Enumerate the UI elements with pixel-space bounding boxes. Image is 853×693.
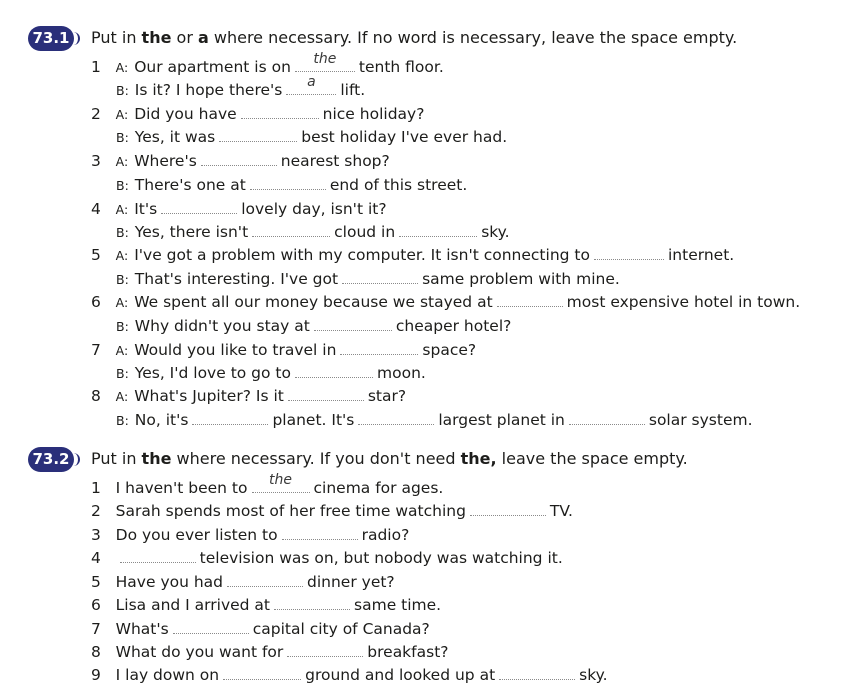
answer-blank[interactable]	[201, 151, 277, 166]
instruction-text: or	[171, 28, 198, 47]
answer-blank[interactable]	[252, 222, 330, 237]
speaker-label: A:	[115, 202, 129, 217]
exercise-item-9	[91, 665, 608, 685]
sentence-part: tenth floor.	[358, 58, 444, 76]
exercise-item-3a	[91, 151, 390, 172]
sentence-part: What's	[115, 620, 169, 638]
sentence-part: planet. It's	[272, 411, 355, 429]
exercise-item-4a	[91, 199, 387, 220]
instruction-bold-the: the	[141, 28, 172, 47]
answer-blank[interactable]	[497, 292, 563, 307]
sentence-part: radio?	[361, 526, 410, 544]
sentence-part: cheaper hotel?	[395, 317, 512, 335]
item-number: 2	[91, 502, 101, 520]
sentence-part: It's	[134, 200, 158, 218]
sentence-part: ground and looked up at	[305, 666, 496, 684]
exercise-item-6	[91, 595, 441, 615]
answer-blank[interactable]	[295, 363, 373, 378]
exercise-item-1b	[116, 74, 366, 101]
instruction-text: where necessary. If you don't need	[171, 449, 461, 468]
sentence-part: cloud in	[334, 223, 396, 241]
sentence-part: nearest shop?	[280, 152, 390, 170]
speaker-label: B:	[116, 83, 129, 98]
item-number: 8	[91, 643, 101, 661]
answer-blank[interactable]	[288, 386, 364, 401]
speaker-label: B:	[116, 413, 129, 428]
item-number: 5	[91, 246, 101, 264]
answer-blank[interactable]	[287, 642, 363, 657]
speaker-label: B:	[116, 366, 129, 381]
handwritten-answer: a	[307, 74, 316, 90]
sentence-part: cinema for ages.	[313, 479, 444, 497]
sentence-part: nice holiday?	[322, 105, 425, 123]
answer-blank[interactable]	[223, 665, 301, 680]
item-number: 6	[91, 293, 101, 311]
exercise-instruction-73-2	[91, 449, 688, 469]
answer-blank[interactable]	[295, 51, 355, 72]
sentence-part: lift.	[340, 81, 366, 99]
speaker-label: A:	[115, 248, 129, 263]
answer-blank[interactable]	[314, 316, 392, 331]
exercise-item-6a	[91, 292, 800, 313]
item-number: 1	[91, 58, 101, 76]
exercise-item-8	[91, 642, 449, 662]
answer-blank[interactable]	[250, 175, 326, 190]
exercise-instruction-73-1	[91, 28, 737, 48]
exercise-item-2b	[116, 127, 507, 148]
sentence-part: solar system.	[648, 411, 753, 429]
instruction-bold-the: the	[141, 449, 172, 468]
instruction-bold-the: the,	[460, 449, 497, 468]
speaker-label: B:	[116, 319, 129, 334]
sentence-part: breakfast?	[367, 643, 449, 661]
exercise-item-3	[91, 525, 409, 545]
sentence-part: No, it's	[134, 411, 189, 429]
item-number: 9	[91, 666, 101, 684]
answer-blank[interactable]	[252, 472, 310, 493]
speaker-label: A:	[115, 154, 129, 169]
exercise-item-2	[91, 501, 573, 521]
sentence-part: largest planet in	[438, 411, 565, 429]
answer-blank[interactable]	[241, 104, 319, 119]
instruction-text: leave the space empty.	[496, 449, 688, 468]
speaker-label: B:	[116, 130, 129, 145]
instruction-text: Put in	[91, 28, 142, 47]
item-number: 8	[91, 387, 101, 405]
exercise-item-4	[91, 548, 563, 568]
item-number: 4	[91, 549, 101, 567]
item-number: 7	[91, 620, 101, 638]
exercise-item-5a	[91, 245, 734, 266]
exercise-item-4b	[116, 222, 510, 243]
sentence-part: I lay down on	[115, 666, 220, 684]
exercise-item-1	[91, 472, 444, 498]
sentence-part: Is it? I hope there's	[134, 81, 283, 99]
sentence-part: Yes, there isn't	[134, 223, 249, 241]
sentence-part: Yes, I'd love to go to	[134, 364, 291, 382]
speaker-label: B:	[116, 225, 129, 240]
sentence-part: Have you had	[115, 573, 224, 591]
sentence-part: What's Jupiter? Is it	[134, 387, 284, 405]
answer-blank[interactable]	[161, 199, 237, 214]
speaker-label: B:	[116, 178, 129, 193]
sentence-part: sky.	[481, 223, 510, 241]
exercise-item-7b	[116, 363, 426, 384]
speaker-label: A:	[115, 389, 129, 404]
speaker-label: A:	[115, 343, 129, 358]
item-number: 2	[91, 105, 101, 123]
answer-blank[interactable]	[219, 127, 297, 142]
handwritten-answer: the	[313, 51, 337, 67]
sentence-part: internet.	[667, 246, 735, 264]
item-number: 7	[91, 341, 101, 359]
answer-blank[interactable]	[342, 269, 418, 284]
answer-blank[interactable]	[120, 548, 196, 563]
sentence-part: same problem with mine.	[422, 270, 620, 288]
item-number: 3	[91, 526, 101, 544]
exercise-item-1a	[91, 51, 444, 78]
item-number: 1	[91, 479, 101, 497]
answer-blank[interactable]	[227, 572, 303, 587]
sentence-part: Why didn't you stay at	[134, 317, 310, 335]
sentence-part: There's one at	[134, 176, 246, 194]
sentence-part: Did you have	[134, 105, 237, 123]
exercise-item-5	[91, 572, 395, 592]
exercise-badge-73-1: 73.1	[28, 26, 74, 51]
sentence-part: Where's	[134, 152, 197, 170]
speaker-label: B:	[116, 272, 129, 287]
answer-blank[interactable]	[340, 340, 418, 355]
answer-blank[interactable]	[569, 410, 645, 425]
sentence-part: Yes, it was	[134, 128, 216, 146]
sentence-part: I haven't been to	[115, 479, 248, 497]
exercise-item-7a	[91, 340, 476, 361]
instruction-text: where necessary. If no word is necessary, leave the space empty.	[208, 28, 738, 47]
instruction-bold-a: a	[197, 28, 209, 47]
answer-blank[interactable]	[470, 501, 546, 516]
sentence-part: dinner yet?	[307, 573, 395, 591]
sentence-part: sky.	[579, 666, 608, 684]
item-number: 4	[91, 200, 101, 218]
sentence-part: best holiday I've ever had.	[301, 128, 508, 146]
sentence-part: Our apartment is on	[134, 58, 291, 76]
speaker-label: A:	[115, 60, 129, 75]
answer-blank[interactable]	[173, 619, 249, 634]
exercise-item-8a	[91, 386, 406, 407]
answer-blank[interactable]	[399, 222, 477, 237]
sentence-part: I've got a problem with my computer. It isn't connecting to	[134, 246, 590, 264]
item-number: 6	[91, 596, 101, 614]
exercise-item-8b	[116, 410, 753, 431]
sentence-part: lovely day, isn't it?	[241, 200, 387, 218]
exercise-item-7	[91, 619, 430, 639]
sentence-part: Lisa and I arrived at	[115, 596, 271, 614]
answer-blank[interactable]	[286, 74, 336, 95]
handwritten-answer: the	[269, 472, 292, 488]
sentence-part: Do you ever listen to	[115, 526, 278, 544]
exercise-item-6b	[116, 316, 511, 337]
answer-blank[interactable]	[192, 410, 268, 425]
sentence-part: most expensive hotel in town.	[566, 293, 801, 311]
sentence-part: star?	[367, 387, 407, 405]
speaker-label: A:	[115, 107, 129, 122]
speaker-label: A:	[115, 295, 129, 310]
sentence-part: end of this street.	[329, 176, 468, 194]
exercise-item-2a	[91, 104, 424, 125]
item-number: 3	[91, 152, 101, 170]
answer-blank[interactable]	[594, 245, 664, 260]
sentence-part: space?	[422, 341, 477, 359]
sentence-part: That's interesting. I've got	[134, 270, 339, 288]
sentence-part: same time.	[354, 596, 442, 614]
exercise-item-3b	[116, 175, 467, 196]
answer-blank[interactable]	[274, 595, 350, 610]
sentence-part: Sarah spends most of her free time watching	[115, 502, 466, 520]
sentence-part: We spent all our money because we stayed at	[134, 293, 493, 311]
answer-blank[interactable]	[499, 665, 575, 680]
exercise-item-5b	[116, 269, 620, 290]
item-number: 5	[91, 573, 101, 591]
sentence-part: TV.	[549, 502, 573, 520]
sentence-part: capital city of Canada?	[252, 620, 430, 638]
sentence-part: television was on, but nobody was watching it.	[199, 549, 563, 567]
answer-blank[interactable]	[358, 410, 434, 425]
sentence-part: moon.	[377, 364, 426, 382]
answer-blank[interactable]	[282, 525, 358, 540]
exercise-badge-73-2: 73.2	[28, 447, 74, 472]
sentence-part: Would you like to travel in	[134, 341, 337, 359]
instruction-text: Put in	[91, 449, 142, 468]
sentence-part: What do you want for	[115, 643, 284, 661]
